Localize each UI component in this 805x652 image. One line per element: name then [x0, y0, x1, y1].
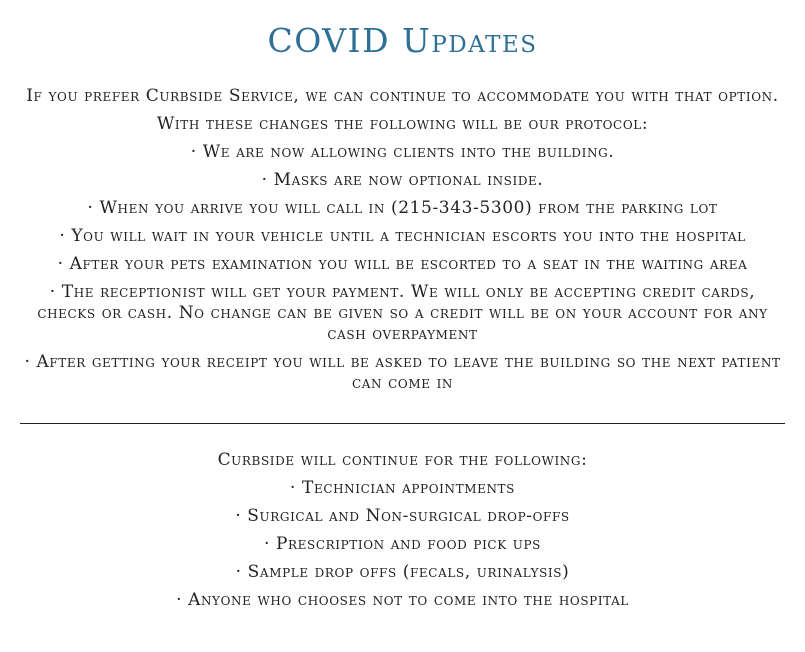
protocol-item-waiting-area: · After your pets examination you will be escorted to a seat in the waiting area — [57, 254, 748, 274]
intro-section — [20, 86, 785, 135]
curbside-section — [20, 450, 785, 611]
curbside-item-anyone: · Anyone who chooses not to come into the hospital — [176, 590, 629, 610]
protocol-item-payment: · The receptionist will get your payment. We will only be accepting credit cards, checks or cash. No change can be given so a credit will be on your account for any cash overpayment — [37, 282, 768, 344]
curbside-item-pickups: · Prescription and food pick ups — [264, 534, 541, 554]
protocol-intro-text: With these changes the following will be our protocol: — [156, 114, 649, 134]
protocol-item-clients-allowed: · We are now allowing clients into the building. — [190, 142, 615, 162]
curbside-item-samples: · Sample drop offs (fecals, urinalysis) — [235, 562, 570, 582]
curbside-heading: Curbside will continue for the following: — [217, 450, 588, 470]
protocol-list — [20, 142, 785, 394]
curbside-item-dropoffs: · Surgical and Non-surgical drop-offs — [235, 506, 570, 526]
protocol-item-wait-in-vehicle: · You will wait in your vehicle until a technician escorts you into the hospital — [59, 226, 746, 246]
page-title: COVID Updates — [267, 21, 538, 60]
protocol-item-call-in: · When you arrive you will call in (215-343-5300) from the parking lot — [87, 198, 718, 218]
curbside-option-text: If you prefer Curbside Service, we can continue to accommodate you with that option. — [26, 86, 779, 106]
protocol-item-leave-building: · After getting your receipt you will be asked to leave the building so the next patient can come in — [24, 352, 781, 393]
curbside-list — [20, 478, 785, 611]
section-divider — [20, 423, 785, 424]
protocol-item-masks-optional: · Masks are now optional inside. — [261, 170, 544, 190]
curbside-item-technician: · Technician appointments — [290, 478, 515, 498]
